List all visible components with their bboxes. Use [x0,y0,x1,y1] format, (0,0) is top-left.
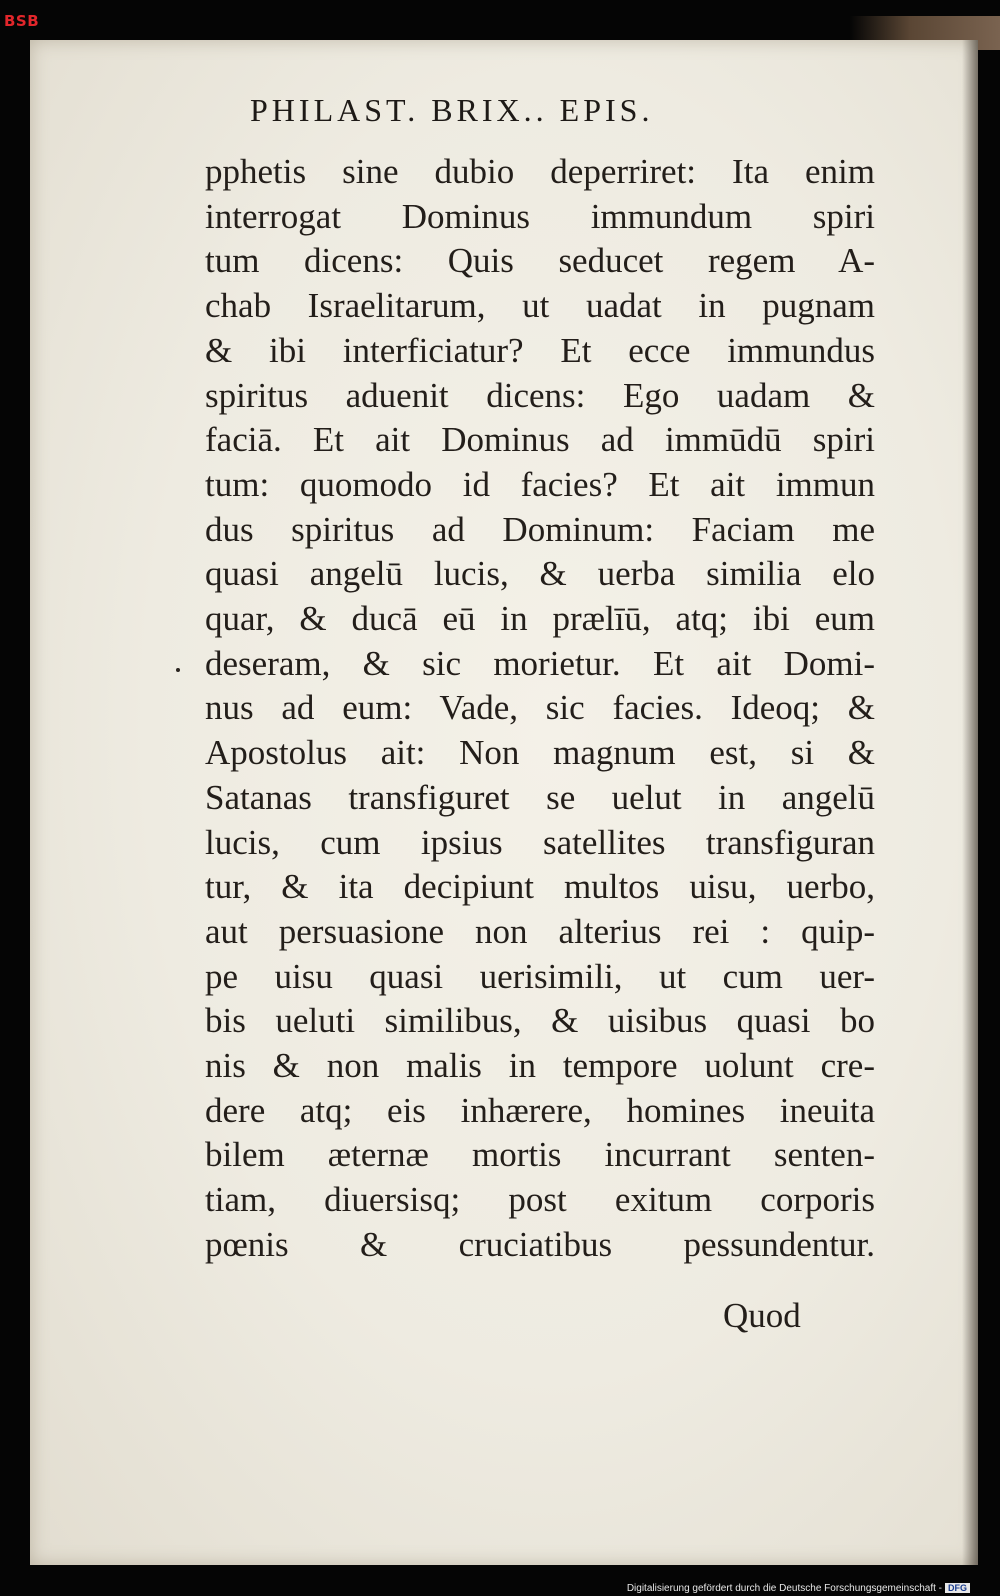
text-line: quasi angelū lucis, & uerba similia elo [205,554,875,594]
text-line: interrogat Dominus immundum spiri [205,196,875,236]
text-line: & ibi interficiatur? Et ecce immundus [205,330,875,370]
text-line: dus spiritus ad Dominum: Faciam me [205,509,875,549]
body-text [205,150,875,1268]
text-line: tum dicens: Quis seducet regem A- [205,241,875,281]
funding-text: Digitalisierung gefördert durch die Deutsche Forschungsgemeinschaft - [626,1583,942,1594]
ink-speck [176,668,180,672]
text-line: spiritus aduenit dicens: Ego uadam & [205,375,875,415]
text-line: aut persuasione non alterius rei : quip- [205,911,875,951]
text-line: tum: quomodo id facies? Et ait immun [205,464,875,504]
text-line: dere atq; eis inhærere, homines ineuita [205,1090,875,1130]
text-line: pphetis sine dubio deperriret: Ita enim [205,152,875,191]
text-line: bis ueluti similibus, & uisibus quasi bo [205,1001,875,1041]
text-line: quar, & ducā eū in prælīū, atq; ibi eum [205,599,875,639]
text-line: nis & non malis in tempore uolunt cre- [205,1046,875,1086]
text-line: pe uisu quasi uerisimili, ut cum uer- [205,956,875,996]
text-line: pœnis & cruciatibus pessundentur. [205,1224,875,1264]
text-line: faciā. Et ait Dominus ad immūdū spiri [205,420,875,460]
text-line: tur, & ita decipiunt multos uisu, uerbo, [205,867,875,907]
funding-footer [627,1583,970,1594]
text-line: lucis, cum ipsius satellites transfiguran [205,822,875,862]
page-gutter-shadow [962,40,978,1565]
dfg-logo: DFG [945,1583,970,1593]
running-head: PHILAST. BRIX.. EPIS. [250,92,654,128]
text-line: nus ad eum: Vade, sic facies. Ideoq; & [205,688,875,728]
text-line: Satanas transfiguret se uelut in angelū [205,777,875,817]
text-line: tiam, diuersisq; post exitum corporis [205,1180,875,1220]
text-line: Apostolus ait: Non magnum est, si & [205,733,875,773]
text-line: bilem æternæ mortis incurrant senten- [205,1135,875,1175]
text-line: deseram, & sic morietur. Et ait Domi- [205,643,875,683]
text-line: chab Israelitarum, ut uadat in pugnam [205,286,875,326]
bsb-library-mark: BSB [4,12,40,30]
catchword: Quod [723,1296,801,1335]
